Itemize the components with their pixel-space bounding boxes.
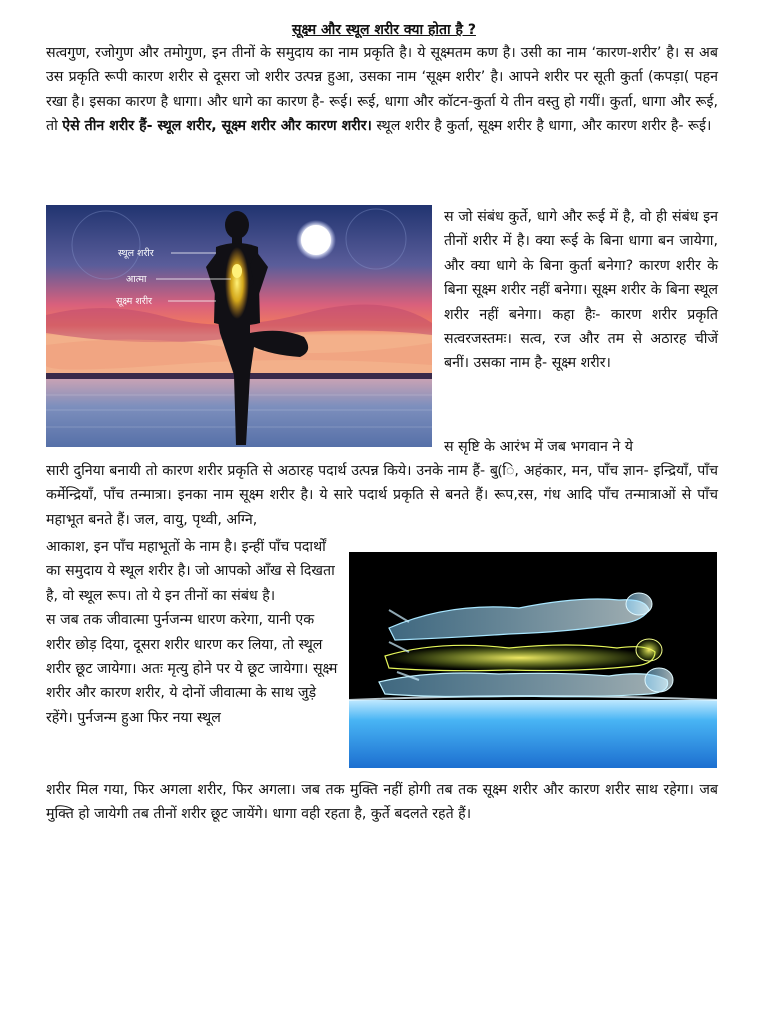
paragraph-4 (46, 535, 338, 730)
paragraph-2: स जो संबंध कुर्ते, धागे और रूई में है, वो ही संबंध इन तीनों शरीर में है। क्या रूई के बिना धागा बन जायेगा, और क्या धागे के बिना कुर्ता बनेगा? कारण शरीर के बिना सूक्ष्म शरीर नहीं बनेगा। सूक्ष्म शरीर के बिना स्थूल शरीर नहीं बनेगा। कहा हैः- कारण शरीर प्रकृति सत्वरजस्तमः। सत्व, रज और तम से अठारह चीजें बनीं। उसका नाम है- सूक्ष्म शरीर। (444, 209, 718, 372)
paragraph-4-text-2: स जब तक जीवात्मा पुर्नजन्म धारण करेगा, यानी एक शरीर छोड़ दिया, दूसरा शरीर धारण कर लिया, तो स्थूल शरीर छूट जायेगा। अतः मृत्यु होने पर ये छूट जायेगा। सूक्ष्म शरीर और कारण शरीर, ये दोनों जीवात्मा के साथ जुड़े रहेंगे। पुर्नजन्म हुआ फिर नया स्थूल (46, 612, 338, 726)
yoga-silhouette-image (46, 205, 432, 447)
paragraph-1-bold: ऐसे तीन शरीर हैं- स्थूल शरीर, सूक्ष्म शरीर और कारण शरीर। (62, 118, 372, 135)
paragraph-1-text-end: स्थूल शरीर है कुर्ता, सूक्ष्म शरीर है धागा, और कारण शरीर है- रूई। (371, 118, 712, 135)
paragraph-4-text: आकाश, इन पाँच महाभूतों के नाम है। इन्हीं पाँच पदार्थों का समुदाय ये स्थूल शरीर है। जो आपको आँख से दिखता है, वो स्थूल रूप। तो ये इन तीनों का संबंध है। (46, 539, 335, 604)
paragraph-3-start: स सृष्टि के आरंभ में जब भगवान ने ये (444, 439, 634, 455)
paragraph-1-text: सत्वगुण, रजोगुण और तमोगुण, इन तीनों के समुदाय का नाम प्रकृति है। ये सूक्ष्मतम कण है। उसी का नाम ‘कारण-शरीर’ है। स अब उस प्रकृति रूपी कारण शरीर से दूसरा जो शरीर उत्पन्न हुआ, उसका नाम ‘सूक्ष्म शरीर’ है। आपने शरीर पर सूती कुर्ता (कपड़ा( पहन रखा है। इसका कारण है धागा। और धागे का कारण है- रूई। रूई, धागा और कॉटन-कुर्ता ये तीन वस्तु हो गयीं। कुर्ता, धागा और रूई, तो (46, 45, 718, 135)
page-title: सूक्ष्म और स्थूल शरीर क्या होता है ? (292, 22, 476, 38)
paragraph-5: शरीर मिल गया, फिर अगला शरीर, फिर अगला। जब तक मुक्ति नहीं होगी तब तक सूक्ष्म शरीर और कारण शरीर साथ रहेगा। जब मुक्ति हो जायेगी तब तीनों शरीर छूट जायेंगे। धागा वही रहता है, कुर्ते बदलते रहते हैं। (46, 782, 718, 823)
paragraph-1 (46, 41, 718, 139)
translucent-bodies-image (349, 552, 717, 768)
paragraph-3: सारी दुनिया बनायी तो कारण शरीर प्रकृति से अठारह पदार्थ उत्पन्न किये। उनके नाम हैं- बु(ि, अहंकार, मन, पाँच ज्ञान- इन्द्रियाँ, पाँच कर्मेन्द्रियाँ, पाँच तन्मात्रा। इनका नाम सूक्ष्म शरीर है। ये सारे पदार्थ प्रकृति से बनते हैं। रूप,रस, गंध आदि पाँच तन्मात्राओं से पाँच महाभूत बनते हैं। जल, वायु, पृथ्वी, अग्नि, (46, 463, 718, 528)
label-sookshm-sharir: सूक्ष्म शरीर (116, 296, 153, 307)
label-sthool-sharir: स्थूल शरीर (118, 248, 154, 259)
label-atma: आत्मा (126, 274, 147, 285)
